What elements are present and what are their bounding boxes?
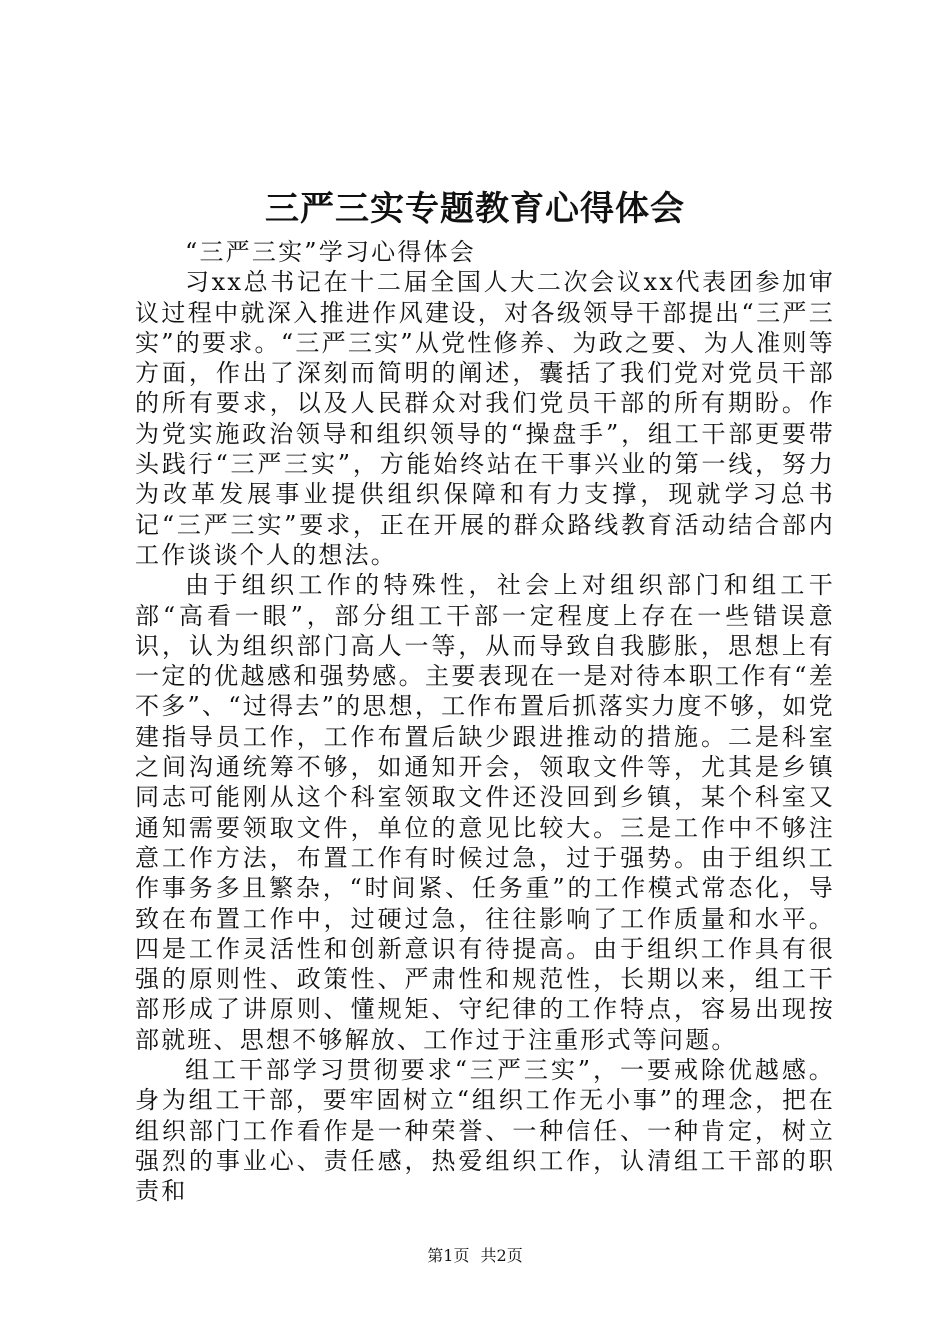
page-number: 第1页: [427, 1246, 470, 1265]
paragraph-problems: 由于组织工作的特殊性，社会上对组织部门和组工干部“高看一眼”，部分组工干部一定程度上存在一些错误意识，认为组织部门高人一等，从而导致自我膨胀，思想上有一定的优越感和强势感。主要表现在一是对待本职工作有“差不多”、“过得去”的思想，工作布置后抓落实力度不够，如党建指导员工作，工作布置后缺少跟进推动的措施。二是科室之间沟通统筹不够，如通知开会，领取文件等，尤其是乡镇同志可能刚从这个科室领取文件还没回到乡镇，某个科室又通知需要领取文件，单位的意见比较大。三是工作中不够注意工作方法，布置工作有时候过急，过于强势。由于组织工作事务多且繁杂，“时间紧、任务重”的工作模式常态化，导致在布置工作中，过硬过急，往往影响了工作质量和水平。四是工作灵活性和创新意识有待提高。由于组织工作具有很强的原则性、政策性、严肃性和规范性，长期以来，组工干部形成了讲原则、懂规矩、守纪律的工作特点，容易出现按部就班、思想不够解放、工作过于注重形式等问题。: [135, 571, 835, 1054]
document-body: [135, 237, 835, 1207]
paragraph-intro: 习xx总书记在十二届全国人大二次会议xx代表团参加审议过程中就深入推进作风建设，对各级领导干部提出“三严三实”的要求。“三严三实”从党性修养、为政之要、为人准则等方面，作出了深刻而简明的阐述，囊括了我们党对党员干部的所有要求，以及人民群众对我们党员干部的所有期盼。作为党实施政治领导和组织领导的“操盘手”，组工干部更要带头践行“三严三实”，方能始终站在干事兴业的第一线，努力为改革发展事业提供组织保障和有力支撑，现就学习总书记“三严三实”要求，正在开展的群众路线教育活动结合部内工作谈谈个人的想法。: [135, 268, 835, 569]
paragraph-subtitle: “三严三实”学习心得体会: [185, 238, 476, 266]
document-title: 三严三实专题教育心得体会: [265, 189, 685, 229]
page-footer: [0, 1245, 950, 1267]
paragraph-requirements: 组工干部学习贯彻要求“三严三实”，一要戒除优越感。身为组工干部，要牢固树立“组织工作无小事”的理念，把在组织部门工作看作是一种荣誉、一种信任、一种肯定，树立强烈的事业心、责任感，热爱组织工作，认清组工干部的职责和: [135, 1056, 835, 1206]
page-total: 共2页: [480, 1246, 523, 1265]
